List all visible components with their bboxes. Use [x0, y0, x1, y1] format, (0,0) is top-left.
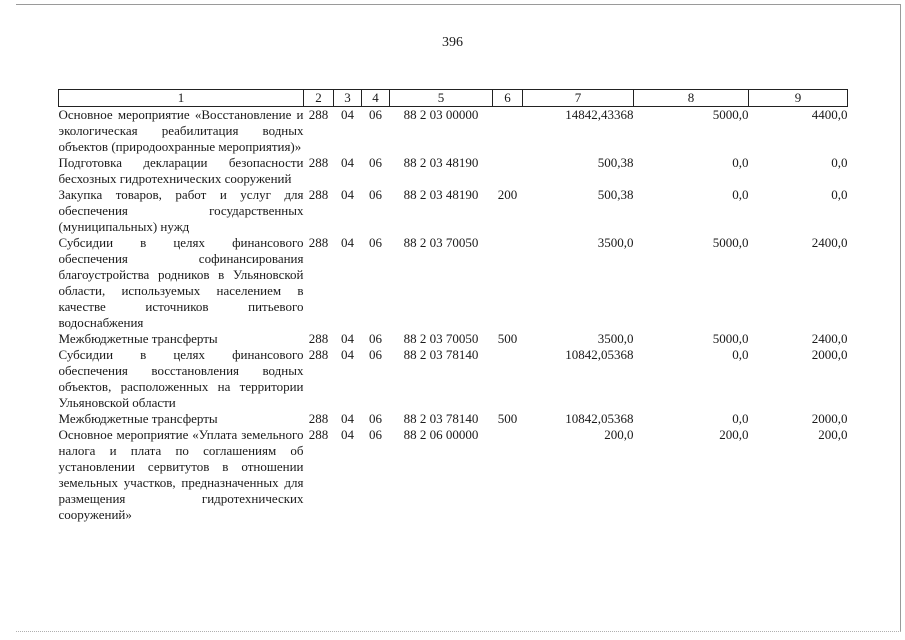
row-target-article: 88 2 03 78140	[403, 347, 479, 362]
table-row	[59, 331, 848, 347]
row-name: Субсидии в целях финансового обеспечения софинансирования благоустройства родников в Ульяновской области, используемых населением в качестве источников питьевого водоснабжения	[58, 235, 304, 330]
page-frame-bottom	[16, 631, 901, 632]
table-row	[59, 235, 848, 331]
row-amount-col9: 2000,0	[811, 411, 848, 426]
page-frame-top	[16, 4, 901, 5]
column-header-9: 9	[749, 90, 848, 107]
row-amount-col7: 3500,0	[597, 331, 634, 346]
row-name: Подготовка декларации безопасности бесхозных гидротехнических сооружений	[58, 155, 304, 186]
row-target-article: 88 2 03 78140	[403, 411, 479, 426]
row-amount-col9: 0,0	[831, 187, 848, 202]
row-section-code: 04	[341, 235, 354, 250]
row-admin-code: 288	[308, 427, 329, 442]
row-admin-code: 288	[308, 331, 329, 346]
row-expense-type	[493, 107, 523, 156]
table-row	[59, 187, 848, 235]
row-amount-col8: 5000,0	[712, 331, 749, 346]
column-header-8: 8	[634, 90, 749, 107]
row-target-article: 88 2 03 48190	[403, 155, 479, 170]
row-subsection-code: 06	[369, 427, 382, 442]
row-amount-col9: 0,0	[831, 155, 848, 170]
row-name: Основное мероприятие «Восстановление и экологическая реабилитация водных объектов (природоохранные мероприятия)»	[58, 107, 304, 154]
row-amount-col8: 200,0	[719, 427, 749, 442]
page-frame-right	[900, 4, 901, 632]
row-amount-col7: 14842,43368	[565, 107, 634, 122]
row-subsection-code: 06	[369, 411, 382, 426]
column-header-6: 6	[493, 90, 523, 107]
row-admin-code: 288	[308, 155, 329, 170]
row-expense-type: 500	[497, 331, 518, 346]
table-row	[59, 411, 848, 427]
row-subsection-code: 06	[369, 347, 382, 362]
row-amount-col7: 10842,05368	[565, 411, 634, 426]
row-target-article: 88 2 06 00000	[403, 427, 479, 442]
column-header-7: 7	[523, 90, 634, 107]
table-body	[59, 107, 848, 524]
row-target-article: 88 2 03 00000	[403, 107, 479, 122]
row-subsection-code: 06	[369, 107, 382, 122]
row-section-code: 04	[341, 347, 354, 362]
row-section-code: 04	[341, 155, 354, 170]
row-amount-col8: 0,0	[732, 411, 749, 426]
column-header-5: 5	[390, 90, 493, 107]
row-amount-col9: 2000,0	[811, 347, 848, 362]
table-row	[59, 347, 848, 411]
row-amount-col8: 5000,0	[712, 107, 749, 122]
row-amount-col7: 10842,05368	[565, 347, 634, 362]
row-name: Субсидии в целях финансового обеспечения восстановления водных объектов, расположенных на территории Ульяновской области	[58, 347, 304, 410]
row-amount-col7: 500,38	[597, 187, 634, 202]
row-section-code: 04	[341, 331, 354, 346]
row-amount-col7: 500,38	[597, 155, 634, 170]
budget-table	[58, 89, 848, 523]
row-section-code: 04	[341, 411, 354, 426]
table-header-row	[59, 90, 848, 107]
table-row	[59, 107, 848, 156]
row-amount-col7: 200,0	[604, 427, 634, 442]
row-subsection-code: 06	[369, 331, 382, 346]
row-expense-type	[493, 347, 523, 411]
column-header-2: 2	[304, 90, 334, 107]
row-section-code: 04	[341, 187, 354, 202]
column-header-1: 1	[59, 90, 304, 107]
row-amount-col7: 3500,0	[597, 235, 634, 250]
row-name: Основное мероприятие «Уплата земельного налога и плата по соглашениям об установлении сервитутов в отношении земельных участков, предназначенных для размещения гидротехнических сооружений»	[58, 427, 304, 522]
row-admin-code: 288	[308, 347, 329, 362]
row-section-code: 04	[341, 107, 354, 122]
page-number: 396	[442, 35, 463, 50]
table-row	[59, 155, 848, 187]
row-expense-type	[493, 427, 523, 523]
row-admin-code: 288	[308, 235, 329, 250]
row-amount-col9: 2400,0	[811, 235, 848, 250]
column-header-3: 3	[334, 90, 362, 107]
row-section-code: 04	[341, 427, 354, 442]
row-amount-col8: 0,0	[732, 187, 749, 202]
row-amount-col9: 4400,0	[811, 107, 848, 122]
row-expense-type	[493, 235, 523, 331]
row-name: Закупка товаров, работ и услуг для обеспечения государственных (муниципальных) нужд	[58, 187, 304, 234]
row-amount-col9: 200,0	[818, 427, 848, 442]
row-admin-code: 288	[308, 187, 329, 202]
row-expense-type: 500	[497, 411, 518, 426]
row-subsection-code: 06	[369, 187, 382, 202]
row-amount-col8: 0,0	[732, 347, 749, 362]
row-subsection-code: 06	[369, 235, 382, 250]
row-name: Межбюджетные трансферты	[58, 411, 218, 426]
row-admin-code: 288	[308, 411, 329, 426]
row-amount-col9: 2400,0	[811, 331, 848, 346]
row-target-article: 88 2 03 48190	[403, 187, 479, 202]
row-name: Межбюджетные трансферты	[58, 331, 218, 346]
row-expense-type: 200	[497, 187, 518, 202]
row-amount-col8: 5000,0	[712, 235, 749, 250]
row-amount-col8: 0,0	[732, 155, 749, 170]
row-expense-type	[493, 155, 523, 187]
column-header-4: 4	[362, 90, 390, 107]
row-target-article: 88 2 03 70050	[403, 235, 479, 250]
row-subsection-code: 06	[369, 155, 382, 170]
table-row	[59, 427, 848, 523]
row-target-article: 88 2 03 70050	[403, 331, 479, 346]
row-admin-code: 288	[308, 107, 329, 122]
